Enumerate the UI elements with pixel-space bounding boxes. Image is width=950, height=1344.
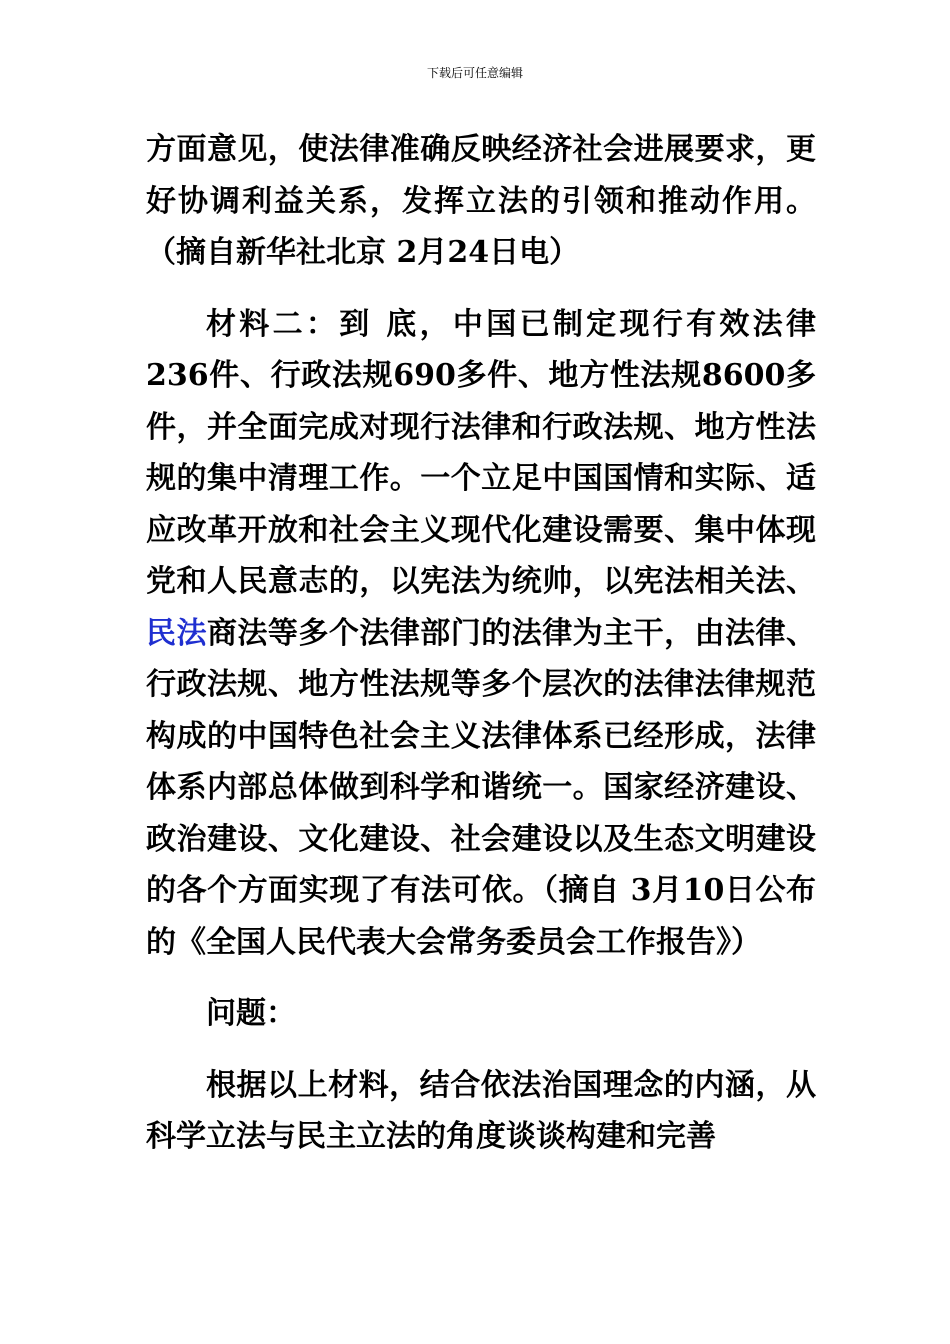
paragraph-4: 根据以上材料，结合依法治国理念的内涵，从科学立法与民主立法的角度谈谈构建和完善 bbox=[146, 1067, 816, 1154]
document-body bbox=[146, 124, 816, 1183]
paragraph-2-text-a: 材料二：到 底，中国已制定现行有效法律236件、行政法规690多件、地方性法规8600多件，并全面完成对现行法律和行政法规、地方性法规的集中清理工作。一个立足中国国情和实际、适应改革开放和社会主义现代化建设需要、集中体现党和人民意志的，以宪法为统帅，以宪法相关法、 bbox=[146, 306, 816, 599]
header-text: 下载后可任意编辑 bbox=[426, 66, 523, 80]
page-header bbox=[0, 66, 950, 80]
paragraph-2-text-b: 商法等多个法律部门的法律为主干，由法律、行政法规、地方性法规等多个层次的法律法律规范构成的中国特色社会主义法律体系已经形成，法律体系内部总体做到科学和谐统一。国家经济建设、政治建设、文化建设、社会建设以及生态文明建设的各个方面实现了有法可依。（摘自 3月10日公布的《全国人民代表大会常务委员会工作报告》） bbox=[146, 615, 817, 960]
question-heading: 问题： bbox=[206, 996, 296, 1031]
paragraph-2 bbox=[146, 299, 816, 969]
civil-law-link[interactable]: 民法 bbox=[146, 615, 207, 651]
paragraph-1: 方面意见，使法律准确反映经济社会进展要求，更好协调利益关系，发挥立法的引领和推动作用。（摘自新华社北京 2月24日电） bbox=[146, 132, 816, 270]
